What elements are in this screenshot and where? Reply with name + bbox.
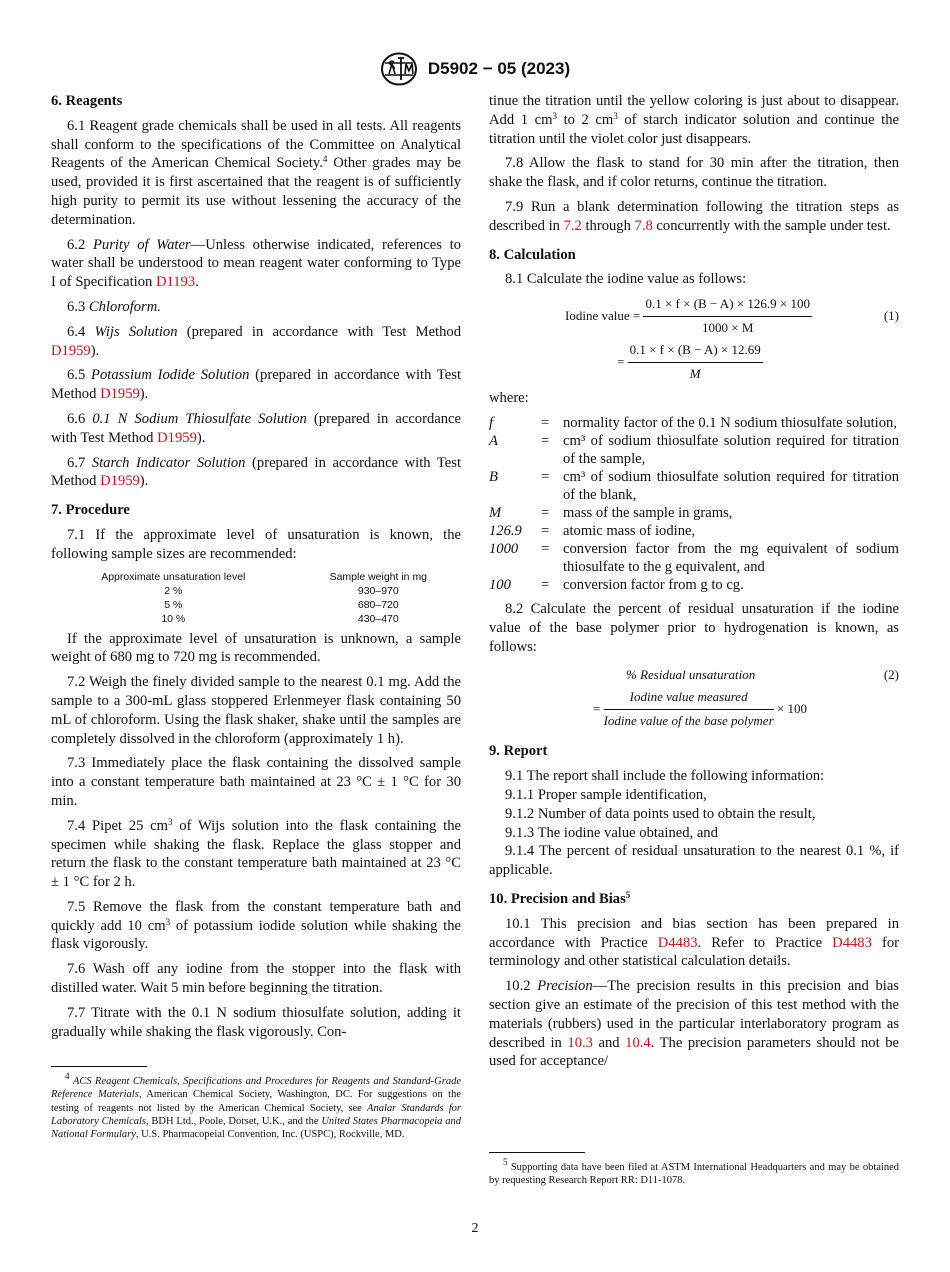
def-row (489, 414, 899, 432)
link-d1959[interactable]: D1959 (157, 429, 197, 446)
def-text: mass of the sample in grams, (563, 504, 733, 521)
def-equals: = (541, 432, 550, 449)
def-row (489, 540, 899, 576)
para-9-1-2: 9.1.2 Number of data points used to obtain the result, (505, 805, 816, 822)
para-8-1: 8.1 Calculate the iodine value as follows: (505, 271, 747, 288)
para-6-2: 6.2 Purity of Water—Unless otherwise indicated, references to water shall be understood to mean reagent water conforming to Type I of Specification D1193. (51, 236, 462, 291)
para-10-2: 10.2 Precision—The precision results in this precision and bias section give an estimate of the precision of this test method with the materials (rubbers) used in the particular interlaboratory program as described in 10.3 and 10.4. The precision parameters should not be used for acceptance/ (489, 978, 899, 1070)
link-d1193[interactable]: D1193 (155, 274, 196, 291)
def-text: cm³ of sodium thiosulfate solution required for titration of the sample, (563, 432, 899, 467)
para-7-6: 7.6 Wash off any iodine from the stopper into the flask with distilled water. Wait 5 min before beginning the titration. (51, 961, 461, 997)
eq2-label: % Residual unsaturation (626, 667, 756, 683)
eq2b-multiplier: × 100 (776, 701, 807, 717)
para-6-6: 6.6 0.1 N Sodium Thiosulfate Solution (prepared in accordance with Test Method D1959). (51, 410, 461, 446)
link-7-2[interactable]: 7.2 (563, 217, 582, 234)
def-symbol: 100 (489, 576, 511, 593)
def-text: atomic mass of iodine, (563, 522, 696, 539)
section-10-title: 10. Precision and Bias$^5$ (489, 889, 631, 907)
def-row (489, 432, 899, 468)
eq1-fraction (643, 295, 812, 338)
equation-1 (489, 295, 899, 337)
section-9-title: 9. Report (489, 743, 548, 760)
para-7-8: 7.8 Allow the flask to stand for 30 min after the titration, then shake the flask, and if color returns, continue the titration. (489, 155, 899, 191)
left-column (51, 92, 461, 1047)
table-cell: 680–720 (357, 598, 399, 611)
page-header (0, 52, 950, 86)
para-6-7: 6.7 Starch Indicator Solution (prepared in accordance with Test Method D1959). (51, 454, 461, 490)
table-row (51, 612, 461, 626)
para-9-1: 9.1 The report shall include the following information: (505, 768, 825, 785)
def-equals: = (541, 522, 550, 539)
table-header-row (51, 570, 461, 584)
def-symbol: B (489, 468, 498, 485)
para-8-2: 8.2 Calculate the percent of residual unsaturation if the iodine value of the base polymer prior to hydrogenation is known, as follows: (489, 600, 899, 655)
table-cell: 10 % (161, 612, 186, 625)
def-row (489, 522, 899, 540)
def-symbol: A (489, 432, 498, 449)
section-6-title: 6. Reagents (51, 93, 123, 109)
eq1-tag: (1) (883, 308, 899, 324)
link-d4483[interactable]: D4483 (832, 934, 872, 951)
para-7-5: 7.5 Remove the flask from the constant temperature bath and quickly add 10 $cm^3$ of potassium iodide solution while shaking the flask vigorously. (51, 898, 461, 953)
eq1b-numerator: 0.1 × f × (B − A) × 12.69 (628, 341, 763, 363)
variable-definitions (489, 414, 899, 594)
eq1b-denominator: M (689, 365, 701, 381)
eq2b-numerator: Iodine value measured (604, 688, 774, 710)
para-7-1b: If the approximate level of unsaturation is unknown, a sample weight of 680 mg to 720 mg is recommended. (51, 630, 461, 666)
para-9-1-4: 9.1.4 The percent of residual unsaturation to the nearest 0.1 %, if applicable. (489, 843, 899, 879)
table-row (51, 598, 461, 612)
table-cell: 930–970 (357, 584, 399, 597)
table-header: Approximate unsaturation level (101, 570, 246, 583)
para-6-3: 6.3 Chloroform. (67, 298, 161, 315)
equation-2b (489, 688, 899, 730)
table-cell: 2 % (164, 584, 183, 597)
def-text: cm³ of sodium thiosulfate solution required for titration of the blank, (563, 468, 899, 503)
eq1-numerator: 0.1 × f × (B − A) × 126.9 × 100 (643, 295, 812, 317)
footnote-4: $^4$ ACS Reagent Chemicals, Specifications and Procedures for Reagents and Standard-Grade Reference Materials, American Chemical Society, Washington, DC. For suggestions on the testing of reagents not listed by the American Chemical Society, see Analar Standards for Laboratory Chemicals, BDH Ltd., Poole, Dorset, U.K., and the United States Pharmacopeia and National Formulary, U.S. Pharmacopeial Convention, Inc. (USPC), Rockville, MD. (51, 1071, 462, 1141)
para-6-4: 6.4 Wijs Solution (prepared in accordance with Test Method D1959). (51, 323, 462, 359)
link-10-4[interactable]: 10.4 (625, 1034, 651, 1051)
def-equals: = (541, 540, 550, 557)
table-cell: 430–470 (357, 612, 399, 625)
footnote-rule (51, 1066, 147, 1067)
def-row (489, 468, 899, 504)
def-equals: = (541, 414, 550, 431)
def-text: conversion factor from g to cg. (563, 576, 744, 593)
link-d1959[interactable]: D1959 (51, 342, 91, 359)
para-7-2: 7.2 Weigh the finely divided sample to the nearest 0.1 mg. Add the sample to a 300-mL glass stoppered Erlenmeyer flask containing 50 mL of chloroform. Using the flask shaker, shake until the samples are completely dissolved in the chloroform (approximately 1 h). (51, 674, 461, 747)
def-equals: = (541, 468, 550, 485)
def-equals: = (541, 504, 550, 521)
para-9-1-1: 9.1.1 Proper sample identification, (505, 786, 707, 803)
footnote-4-block (51, 1066, 461, 1141)
eq2b-denominator: Iodine value of the base polymer (603, 713, 774, 729)
para-7-3: 7.3 Immediately place the flask containing the dissolved sample into a constant temperature bath maintained at 23 °C ± 1 °C for 30 min. (51, 755, 461, 809)
right-column (489, 92, 899, 1077)
para-9-1-3: 9.1.3 The iodine value obtained, and (505, 824, 718, 841)
link-7-8[interactable]: 7.8 (634, 217, 653, 234)
table-header: Sample weight in mg (329, 570, 428, 583)
eq1-denominator: 1000 × M (702, 319, 754, 335)
link-d1959[interactable]: D1959 (100, 386, 140, 403)
def-symbol: 1000 (489, 540, 519, 557)
link-d1959[interactable]: D1959 (100, 473, 140, 490)
document-code: D5902 − 05 (2023) (427, 59, 571, 78)
table-cell: 5 % (164, 598, 183, 611)
def-symbol: 126.9 (489, 522, 522, 539)
footnote-rule (489, 1152, 585, 1153)
para-7-7: 7.7 Titrate with the 0.1 N sodium thiosulfate solution, adding it gradually while shaking the flask vigorously. Con- (51, 1004, 461, 1040)
def-symbol: f (489, 414, 494, 431)
equation-1b (489, 341, 899, 383)
footnote-5: $^5$ Supporting data have been filed at ASTM International Headquarters and may be obtained by requesting Research Report RR: D11-1078. (489, 1157, 899, 1187)
section-8-title: 8. Calculation (489, 246, 576, 263)
link-d4483[interactable]: D4483 (657, 934, 698, 951)
link-10-3[interactable]: 10.3 (567, 1034, 593, 1051)
eq2b-fraction (604, 688, 774, 731)
eq1b-equals: = (617, 354, 625, 370)
def-text: conversion factor from the mg equivalent of sodium thiosulfate to the g equivalent, and (563, 540, 899, 575)
def-row (489, 576, 899, 594)
para-6-1: 6.1 Reagent grade chemicals shall be used in all tests. All reagents shall conform to the specifications of the Committee on Analytical Reagents of the American Chemical Society.$^4$ Other grades may be used, provided it is first ascertained that the reagent is of sufficiently high purity to permit its use without lessening the accuracy of the determination. (51, 117, 461, 228)
para-7-9: 7.9 Run a blank determination following the titration steps as described in 7.2 through 7.8 concurrently with the sample under test. (489, 198, 899, 234)
eq1-label: Iodine value = (565, 308, 641, 324)
footnote-5-block (489, 1152, 899, 1188)
para-7-1: 7.1 If the approximate level of unsaturation is known, the following sample sizes are recommended: (51, 526, 461, 562)
astm-logo-icon (380, 52, 418, 86)
para-7-7-cont: tinue the titration until the yellow coloring is just about to disappear. Add 1 $cm^3$ to 2 $cm^3$ of starch indicator solution and continue the titration until the violet color just disappears. (489, 93, 899, 147)
page-number: 2 (471, 1221, 479, 1236)
equation-2 (489, 662, 899, 688)
para-10-1: 10.1 This precision and bias section has been prepared in accordance with Practice D4483. Refer to Practice D4483 for terminology and other statistical calculation details. (489, 915, 899, 970)
para-7-4: 7.4 Pipet 25 $cm^3$ of Wijs solution into the flask containing the specimen while shaking the flask. Replace the glass stopper and return the flask to the constant temperature bath maintained at 23 °C ± 1 °C for 2 h. (51, 816, 461, 891)
def-equals: = (541, 576, 550, 593)
eq2b-equals: = (593, 701, 601, 717)
def-symbol: M (489, 504, 502, 521)
para-6-5: 6.5 Potassium Iodide Solution (prepared in accordance with Test Method D1959). (51, 367, 462, 403)
eq2-tag: (2) (883, 667, 899, 683)
def-row (489, 504, 899, 522)
sample-size-table (51, 570, 461, 626)
where-label: where: (489, 390, 529, 407)
table-row (51, 584, 461, 598)
eq1b-fraction (628, 341, 763, 384)
section-7-title: 7. Procedure (51, 502, 130, 519)
def-text: normality factor of the 0.1 N sodium thiosulfate solution, (563, 414, 897, 431)
